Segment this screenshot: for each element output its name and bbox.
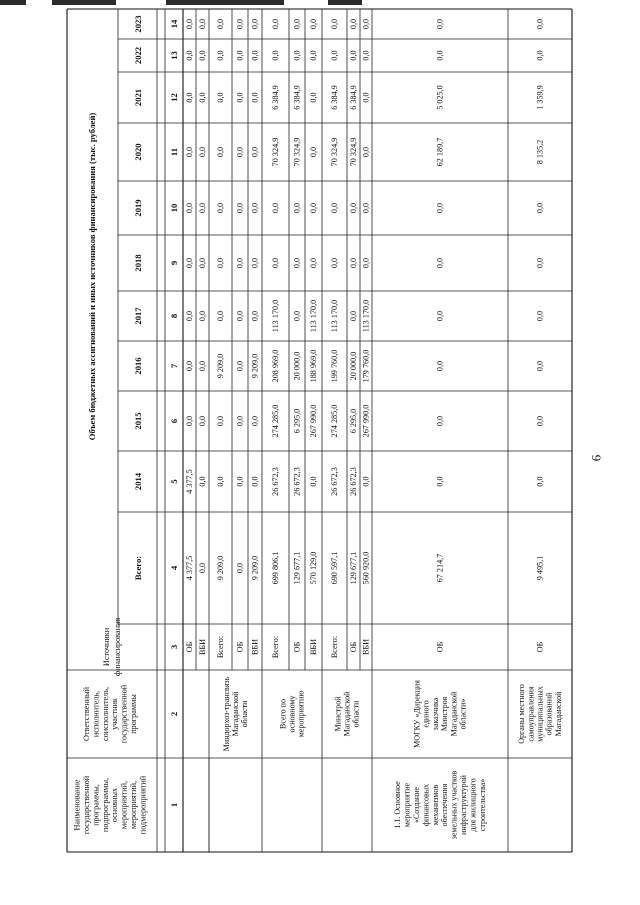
program-name-line: 1.1. Основное — [393, 781, 403, 829]
program-name-line: «Создание — [412, 786, 421, 824]
row-5-value-10: 0,0 — [271, 18, 280, 30]
row-2-value-6: 0,0 — [216, 202, 225, 214]
group-executor-5-line: Магаданской — [553, 691, 563, 737]
header-year-2022: 2022 — [133, 46, 143, 65]
row-8-value-7: 70 324,9 — [330, 137, 339, 167]
row-11-value-2: 0,0 — [435, 415, 445, 427]
page-number: 6 — [588, 454, 604, 462]
group-executor-3-line: Минстрой — [333, 696, 343, 732]
row-10-value-9: 0,0 — [361, 50, 371, 61]
row-12-value-6: 0,0 — [535, 202, 545, 214]
row-11-value-0: 67 214,7 — [435, 553, 445, 583]
row-12-value-9: 0,0 — [535, 50, 545, 61]
row-7-value-10: 0,0 — [309, 18, 318, 30]
row-3-value-7: 0,0 — [235, 146, 245, 158]
row-1-value-0: 0,0 — [198, 562, 207, 574]
row-6-value-3: 20 000,0 — [292, 351, 302, 381]
column-number-4: 4 — [169, 565, 179, 571]
row-3-value-4: 0,0 — [235, 310, 245, 322]
column-number-14: 14 — [169, 19, 179, 29]
row-3-value-1: 0,0 — [235, 476, 245, 487]
program-name-line: обеспечения — [440, 783, 450, 827]
header-program-line: мероприятий, — [129, 780, 138, 830]
header-executor-line: программы — [129, 694, 138, 734]
header-program-line: Наименование — [72, 779, 82, 831]
row-3-value-0: 0,0 — [235, 562, 245, 574]
row-7-source: ВБИ — [309, 638, 318, 656]
row-10-value-7: 0,0 — [361, 146, 371, 158]
row-4-value-8: 0,0 — [250, 92, 260, 103]
row-2-value-7: 0,0 — [216, 146, 225, 158]
header-executor-line: исполнитель, — [91, 690, 101, 738]
row-7-value-2: 267 990,0 — [309, 404, 318, 438]
row-0-value-1: 4 377,5 — [185, 469, 194, 494]
row-2-value-4: 0,0 — [216, 310, 225, 322]
column-number-3: 3 — [169, 644, 179, 650]
row-6-source: ОБ — [292, 641, 302, 653]
row-8-value-1: 26 672,3 — [330, 467, 339, 496]
group-executor-4 — [413, 680, 468, 748]
row-4-value-0: 9 209,0 — [250, 555, 260, 581]
header-program-line: основных — [110, 787, 120, 823]
row-9-value-9: 0,0 — [349, 50, 358, 61]
group-executor-2-line: Всего по — [278, 699, 288, 729]
group-executor-3-line: области — [351, 700, 361, 728]
row-2-source: Всего: — [216, 635, 225, 659]
header-source — [102, 618, 122, 676]
header-year-2017: 2017 — [133, 307, 143, 325]
row-6-value-8: 6 384,9 — [292, 85, 302, 110]
row-0-value-2: 0,0 — [185, 415, 194, 427]
row-7-value-6: 0,0 — [309, 202, 318, 214]
row-9-value-1: 26 672,3 — [349, 467, 358, 496]
row-8-value-6: 0,0 — [330, 202, 339, 214]
column-number-9: 9 — [169, 260, 179, 266]
group-executor-5-line: муниципальных — [535, 686, 545, 742]
row-8-source: Всего: — [330, 635, 339, 659]
row-8-value-5: 0,0 — [330, 257, 339, 269]
header-program — [73, 775, 148, 834]
row-0-value-8: 0,0 — [185, 92, 194, 103]
row-5-value-5: 0,0 — [271, 257, 280, 269]
row-2-value-1: 0,0 — [216, 476, 225, 487]
program-name — [393, 771, 487, 840]
row-11-value-5: 0,0 — [435, 257, 445, 269]
header-year-2020: 2020 — [133, 143, 143, 161]
row-11-value-7: 62 189,7 — [435, 137, 445, 167]
row-3-value-9: 0,0 — [235, 50, 245, 61]
header-source-line: Источники — [102, 627, 111, 667]
row-3-value-6: 0,0 — [235, 202, 245, 214]
row-10-value-3: 179 760,0 — [361, 349, 371, 383]
row-11-value-4: 0,0 — [435, 310, 445, 322]
group-executor-1-line: Миндорхоз-трансвязь — [221, 676, 231, 752]
row-12-value-7: 8 135,2 — [535, 139, 545, 165]
group-executor-5-line: образований — [544, 692, 554, 736]
row-6-value-6: 0,0 — [292, 202, 302, 214]
row-5-value-7: 70 324,9 — [271, 137, 280, 167]
row-10-value-4: 113 170,0 — [361, 299, 371, 333]
row-0-value-3: 0,0 — [185, 360, 194, 372]
header-year-2023: 2023 — [133, 15, 143, 33]
group-executor-3-line: Магаданской — [342, 691, 352, 737]
row-5-value-1: 26 672,3 — [271, 467, 280, 496]
header-source-line: финансирования — [113, 617, 122, 677]
row-5-value-3: 208 969,0 — [271, 349, 280, 383]
row-10-value-8: 0,0 — [361, 92, 371, 103]
row-1-value-10: 0,0 — [198, 18, 207, 30]
header-executor — [82, 684, 138, 743]
program-name-line: строительства» — [477, 778, 487, 832]
group-executor-4-line: заказчика — [430, 697, 440, 731]
header-year-2016: 2016 — [133, 357, 143, 375]
row-3-value-8: 0,0 — [235, 92, 245, 103]
row-1-value-4: 0,0 — [198, 310, 207, 322]
program-name-line: мероприятие — [402, 782, 412, 828]
row-4-source: ВБИ — [250, 638, 260, 656]
row-7-value-1: 0,0 — [309, 476, 318, 487]
row-0-source: ОБ — [185, 641, 194, 653]
row-4-value-2: 0,0 — [250, 415, 260, 427]
header-year-2015: 2015 — [133, 412, 143, 430]
group-executor-4-line: Магаданской — [449, 691, 459, 737]
column-number-11: 11 — [169, 147, 179, 157]
row-7-value-9: 0,0 — [309, 50, 318, 61]
row-3-value-10: 0,0 — [235, 18, 245, 30]
group-executor-1 — [222, 676, 249, 751]
row-8-value-2: 274 285,0 — [330, 404, 339, 438]
row-0-value-9: 0,0 — [185, 50, 194, 61]
row-12-value-5: 0,0 — [535, 257, 545, 269]
row-10-value-6: 0,0 — [361, 202, 371, 214]
row-7-value-4: 113 170,0 — [309, 299, 318, 333]
row-9-value-8: 6 384,9 — [349, 85, 358, 110]
group-executor-4-line: МОГКУ «Дирекция — [412, 680, 422, 748]
header-total: Всего: — [133, 555, 143, 581]
header-program-line: мероприятий, — [119, 780, 129, 830]
row-9-value-4: 0,0 — [349, 310, 358, 322]
row-12-value-1: 0,0 — [535, 476, 545, 487]
row-9-value-7: 70 324,9 — [349, 137, 358, 167]
row-9-value-10: 0,0 — [349, 18, 358, 30]
group-executor-4-line: единого — [421, 700, 431, 728]
row-9-value-2: 6 295,0 — [349, 408, 358, 434]
column-number-6: 6 — [169, 418, 179, 424]
header-year-2021: 2021 — [133, 88, 143, 107]
row-2-value-8: 0,0 — [216, 92, 225, 103]
row-5-source: Всего: — [271, 635, 280, 659]
row-0-value-7: 0,0 — [185, 146, 194, 158]
row-12-source: ОБ — [535, 641, 545, 653]
row-1-value-8: 0,0 — [198, 92, 207, 103]
row-6-value-1: 26 672,3 — [292, 467, 302, 496]
row-3-value-2: 0,0 — [235, 415, 245, 427]
group-executor-5-line: самоуправления — [526, 686, 536, 742]
column-number-2: 2 — [169, 711, 179, 717]
row-2-value-0: 9 209,0 — [216, 555, 225, 581]
row-1-value-7: 0,0 — [198, 146, 207, 158]
group-executor-4-line: Минстроя — [440, 696, 450, 732]
header-executor-line: государственной — [119, 684, 129, 744]
header-program-line: подпрограммы, — [100, 778, 110, 832]
group-executor-2 — [278, 691, 305, 738]
row-4-value-6: 0,0 — [250, 202, 260, 214]
column-number-7: 7 — [169, 363, 179, 369]
row-0-value-10: 0,0 — [185, 18, 194, 30]
row-11-value-6: 0,0 — [435, 202, 445, 214]
row-4-value-5: 0,0 — [250, 257, 260, 269]
row-11-value-3: 0,0 — [435, 360, 445, 372]
row-6-value-0: 129 677,1 — [292, 551, 302, 585]
table-text — [73, 15, 604, 839]
program-name-line: инфраструктурой — [459, 775, 468, 835]
row-5-value-2: 274 285,0 — [271, 404, 280, 438]
row-3-value-3: 0,0 — [235, 360, 245, 372]
group-executor-5-line: Органы местного — [517, 684, 527, 744]
row-6-value-9: 0,0 — [292, 50, 302, 61]
row-3-source: ОБ — [235, 641, 245, 653]
row-6-value-5: 0,0 — [292, 257, 302, 269]
header-executor-line: участник — [110, 698, 120, 730]
row-0-value-4: 0,0 — [185, 310, 194, 322]
row-9-value-6: 0,0 — [349, 202, 358, 214]
group-executor-1-line: Магаданской — [231, 691, 240, 737]
row-1-value-3: 0,0 — [198, 360, 207, 372]
row-12-value-2: 0,0 — [535, 415, 545, 427]
row-12-value-3: 0,0 — [535, 360, 545, 372]
row-10-value-10: 0,0 — [361, 18, 371, 30]
row-7-value-0: 570 129,0 — [309, 551, 318, 585]
row-1-value-9: 0,0 — [198, 50, 207, 61]
row-9-value-0: 129 677,1 — [349, 551, 358, 585]
row-5-value-9: 0,0 — [271, 50, 280, 61]
row-2-value-5: 0,0 — [216, 257, 225, 269]
row-1-source: ВБИ — [198, 638, 207, 656]
group-executor-3 — [333, 691, 360, 736]
row-5-value-4: 113 170,0 — [271, 299, 280, 333]
row-8-value-0: 690 597,1 — [330, 551, 339, 585]
row-4-value-10: 0,0 — [250, 18, 260, 30]
row-1-value-2: 0,0 — [198, 415, 207, 427]
row-10-value-5: 0,0 — [361, 257, 371, 269]
row-8-value-9: 0,0 — [330, 50, 339, 61]
header-year-2019: 2019 — [133, 199, 143, 217]
row-2-value-10: 0,0 — [216, 18, 225, 30]
row-6-value-4: 0,0 — [292, 310, 302, 322]
row-10-source: ВБИ — [361, 638, 371, 656]
row-0-value-5: 0,0 — [185, 257, 194, 269]
header-year-2014: 2014 — [133, 472, 143, 491]
column-number-5: 5 — [169, 479, 179, 484]
row-8-value-4: 113 170,0 — [330, 299, 339, 333]
column-number-8: 8 — [169, 313, 179, 319]
row-2-value-9: 0,0 — [216, 50, 225, 61]
row-6-value-7: 70 324,9 — [292, 137, 302, 167]
header-executor-line: соисполнитель, — [100, 686, 110, 742]
row-5-value-0: 699 806,1 — [271, 551, 280, 585]
row-9-value-3: 20 000,0 — [349, 351, 358, 381]
header-program-line: программы, — [91, 784, 101, 826]
row-8-value-8: 6 384,9 — [330, 85, 339, 110]
header-program-line: подмероприятий — [138, 775, 148, 835]
group-executor-4-line: области» — [458, 698, 468, 730]
program-name-line: механизмов — [430, 784, 440, 826]
row-2-value-2: 0,0 — [216, 415, 225, 427]
group-executor-2-line: мероприятию — [296, 690, 306, 738]
header-program-line: государственной — [82, 775, 91, 835]
row-12-value-4: 0,0 — [535, 310, 545, 322]
header-executor-line: Ответственный — [82, 687, 91, 741]
row-1-value-5: 0,0 — [198, 257, 207, 269]
row-9-value-5: 0,0 — [349, 257, 358, 269]
row-7-value-3: 188 969,0 — [309, 349, 318, 383]
row-3-value-5: 0,0 — [235, 257, 245, 269]
row-10-value-1: 0,0 — [361, 476, 371, 487]
row-0-value-0: 4 377,5 — [185, 555, 194, 581]
row-5-value-8: 6 384,9 — [271, 85, 280, 110]
column-number-13: 13 — [169, 51, 179, 60]
row-12-value-10: 0,0 — [535, 18, 545, 30]
row-8-value-10: 0,0 — [330, 18, 339, 30]
row-4-value-3: 9 209,0 — [250, 353, 260, 379]
row-4-value-4: 0,0 — [250, 310, 260, 322]
program-name-line: для жилищного — [468, 778, 478, 832]
group-executor-2-line: основному — [287, 695, 297, 733]
row-11-source: ОБ — [435, 641, 445, 653]
row-6-value-10: 0,0 — [292, 18, 302, 30]
program-name-line: финансовых — [421, 783, 431, 827]
column-number-10: 10 — [169, 203, 179, 213]
row-4-value-1: 0,0 — [250, 476, 260, 487]
row-12-value-8: 1 359,9 — [535, 85, 545, 110]
row-7-value-5: 0,0 — [309, 257, 318, 269]
column-number-12: 12 — [169, 93, 179, 102]
row-8-value-3: 199 760,0 — [330, 349, 339, 383]
program-name-line: земельных участков — [449, 770, 459, 840]
column-number-1: 1 — [169, 802, 179, 808]
row-11-value-10: 0,0 — [435, 18, 445, 30]
row-1-value-6: 0,0 — [198, 202, 207, 214]
row-10-value-0: 560 920,0 — [361, 551, 371, 585]
header-year-2018: 2018 — [133, 254, 143, 272]
row-7-value-7: 0,0 — [309, 146, 318, 158]
header-volume-title: Объем бюджетных ассигнований и иных источников финансирования (тыс. рублей) — [87, 112, 97, 441]
row-12-value-0: 9 495,1 — [535, 555, 545, 581]
row-1-value-1: 0,0 — [198, 476, 207, 487]
row-7-value-8: 0,0 — [309, 92, 318, 103]
row-4-value-7: 0,0 — [250, 146, 260, 158]
row-6-value-2: 6 295,0 — [292, 408, 302, 434]
group-executor-5 — [517, 684, 563, 744]
row-2-value-3: 9 209,0 — [216, 353, 225, 379]
row-5-value-6: 0,0 — [271, 202, 280, 214]
row-9-source: ОБ — [349, 641, 358, 653]
row-0-value-6: 0,0 — [185, 202, 194, 214]
row-11-value-1: 0,0 — [435, 476, 445, 487]
row-4-value-9: 0,0 — [250, 50, 260, 61]
group-executor-1-line: области — [240, 700, 250, 728]
row-11-value-8: 5 025,0 — [435, 85, 445, 110]
row-10-value-2: 267 990,0 — [361, 404, 371, 438]
row-11-value-9: 0,0 — [435, 50, 445, 61]
